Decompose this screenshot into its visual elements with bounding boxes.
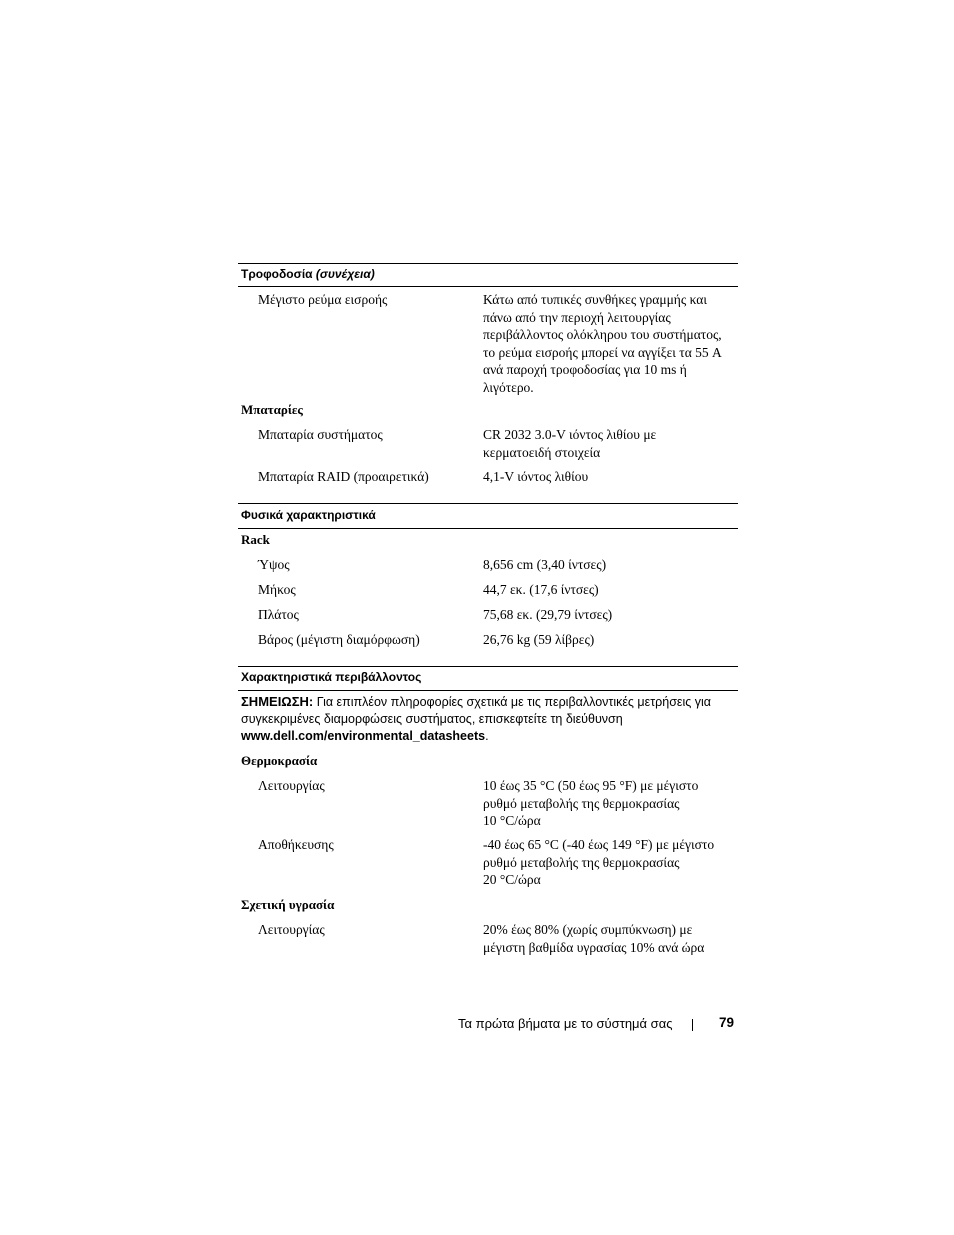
section-rule-bottom-physical	[238, 528, 738, 529]
raid-battery-value: 4,1-V ιόντος λιθίου	[483, 469, 589, 484]
footer-separator	[692, 1019, 693, 1031]
height-value: 8,656 cm (3,40 ίντσες)	[483, 557, 607, 572]
system-battery-label: Μπαταρία συστήματος	[258, 427, 383, 442]
section-rule-bottom-power	[238, 286, 738, 287]
note-label: ΣΗΜΕΙΩΣΗ:	[241, 694, 314, 709]
environment-note: ΣΗΜΕΙΩΣΗ: Για επιπλέον πληροφορίες σχετικά με τις περιβαλλοντικές μετρήσεις για συγκεκριμένες διαμορφώσεις συστήματος, επισκεφτείτε τη διεύθυνση www.dell.com/environmental_datasheets.	[241, 694, 712, 743]
section-rule-top-physical	[238, 503, 738, 504]
humidity-operating-label: Λειτουργίας	[258, 922, 325, 937]
environmental-datasheets-link[interactable]: www.dell.com/environmental_datasheets	[241, 729, 486, 743]
temp-operating-value: 10 έως 35 °C (50 έως 95 °F) με μέγιστο ρυθμό μεταβολής της θερμοκρασίας 10 °C/ώρα	[483, 778, 699, 828]
power-section-title: Τροφοδοσία (συνέχεια)	[241, 267, 375, 281]
humidity-heading: Σχετική υγρασία	[241, 897, 335, 912]
length-value: 44,7 εκ. (17,6 ίντσες)	[483, 582, 599, 597]
footer-title: Τα πρώτα βήματα με το σύστημά σας	[458, 1016, 673, 1031]
width-value: 75,68 εκ. (29,79 ίντσες)	[483, 607, 613, 622]
temp-storage-label: Αποθήκευσης	[258, 837, 334, 852]
temp-storage-value: -40 έως 65 °C (-40 έως 149 °F) με μέγιστο ρυθμό μεταβολής της θερμοκρασίας 20 °C/ώρα	[483, 837, 715, 887]
environment-section-title: Χαρακτηριστικά περιβάλλοντος	[241, 670, 422, 684]
section-rule-top-power	[238, 263, 738, 264]
humidity-operating-value: 20% έως 80% (χωρίς συμπύκνωση) με μέγιστη βαθμίδα υγρασίας 10% ανά ώρα	[483, 922, 705, 955]
weight-label: Βάρος (μέγιστη διαμόρφωση)	[258, 632, 420, 647]
batteries-heading: Μπαταρίες	[241, 402, 303, 417]
max-inrush-value: Κάτω από τυπικές συνθήκες γραμμής και πάνω από την περιοχή λειτουργίας περιβάλλοντος ολόκληρου του συστήματος, το ρεύμα εισροής μπορεί να αγγίξει τα 55 A ανά παροχή τροφοδοσίας για 10 ms ή λιγότερο.	[483, 292, 722, 395]
raid-battery-label: Μπαταρία RAID (προαιρετικά)	[258, 469, 429, 484]
rack-heading: Rack	[241, 532, 270, 547]
max-inrush-label: Μέγιστο ρεύμα εισροής	[258, 292, 388, 307]
weight-value: 26,76 kg (59 λίβρες)	[483, 632, 595, 647]
height-label: Ύψος	[258, 557, 290, 572]
page-number: 79	[719, 1015, 735, 1030]
physical-section-title: Φυσικά χαρακτηριστικά	[241, 508, 376, 522]
section-rule-top-environment	[238, 666, 738, 667]
length-label: Μήκος	[258, 582, 296, 597]
section-rule-bottom-environment	[238, 690, 738, 691]
temp-operating-label: Λειτουργίας	[258, 778, 325, 793]
system-battery-value: CR 2032 3.0-V ιόντος λιθίου με κερματοειδή στοιχεία	[483, 427, 657, 460]
temperature-heading: Θερμοκρασία	[241, 753, 318, 768]
width-label: Πλάτος	[258, 607, 299, 622]
